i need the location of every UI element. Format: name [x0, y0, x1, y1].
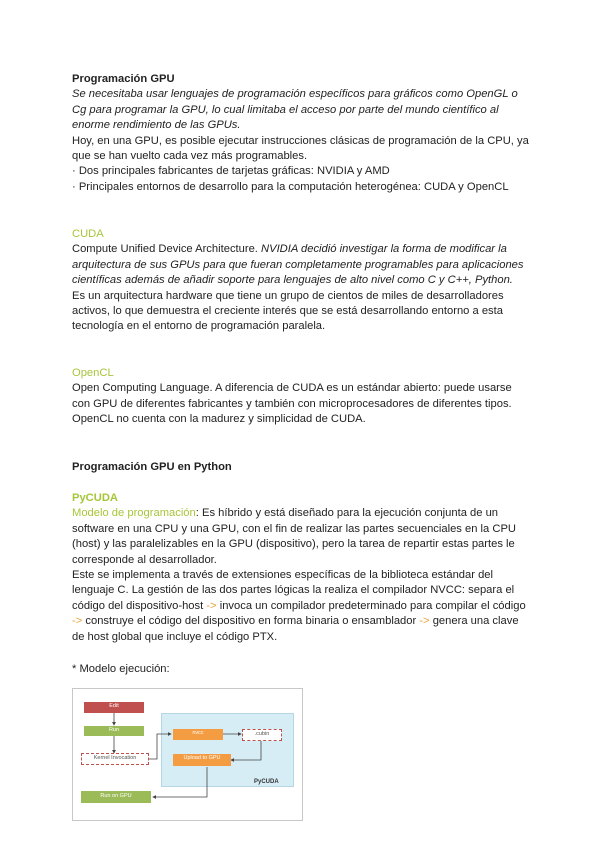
section-gpu-programming	[72, 72, 532, 195]
run-box: Run	[84, 726, 144, 736]
arrow-1: ->	[206, 599, 217, 612]
pycuda-diagram	[72, 688, 303, 821]
pycuda-title: PyCUDA	[72, 492, 119, 504]
upload-gpu-box: Upload to GPU	[173, 754, 231, 766]
bullet-environments: · Principales entornos de desarrollo para la computación heterogénea: CUDA y OpenCL	[72, 180, 509, 193]
edit-box: Edit	[84, 702, 144, 713]
nvcc-text-b: invoca un compilador predeterminado para compilar el código	[216, 599, 526, 612]
opencl-paragraph: Open Computing Language. A diferencia de CUDA es un estándar abierto: puede usarse con GPU de diferentes fabricantes y también con microprocesadores de diferentes tipos. OpenCL no cuenta con la madurez y simplicidad de CUDA.	[72, 382, 512, 426]
cuda-paragraph: Es un arquitectura hardware que tiene un grupo de cientos de miles de desarrolladores activos, lo que demuestra el creciente interés que se está desarrollando entorno a esta tecnología en el entorno de programación paralela.	[72, 289, 504, 333]
intro-paragraph: Hoy, en una GPU, es posible ejecutar instrucciones clásicas de programación de la CPU, ya que se han vuelto cada vez más programables.	[72, 134, 529, 163]
cuda-title: CUDA	[72, 228, 104, 240]
section-gpu-python	[72, 460, 532, 475]
modelo-text: : Es híbrido y está diseñado para la ejecución conjunta de un software en una CPU y una GPU, con el fin de realizar las partes secuenciales en la CPU (host) y las paralelizables en la GPU (dispositivo), pero la tarea de repartir estas partes le corresponde al desarrollador.	[72, 507, 516, 566]
section-cuda	[72, 227, 532, 335]
section-exec-model	[72, 662, 532, 677]
pycuda-model	[72, 506, 532, 568]
modelo-label: Modelo de programación	[72, 507, 196, 520]
nvcc-paragraph	[72, 568, 532, 645]
nvcc-text-c: construye el código del dispositivo en forma binaria o ensamblador	[82, 615, 420, 628]
nvcc-text-d: genera una clave de host global que incluye el código PTX.	[72, 615, 519, 643]
bullet-manufacturers: · Dos principales fabricantes de tarjetas gráficas: NVIDIA y AMD	[72, 165, 390, 178]
cuda-italic: NVIDIA decidió investigar la forma de modificar la arquitectura de sus GPUs para que fueran completamente programables para aplicaciones científicas además de añadir soporte para lenguajes de alto nivel como C y C++, Python.	[72, 243, 524, 287]
kernel-invocation-box: Kernel Invocation	[81, 753, 149, 765]
section-pycuda	[72, 491, 532, 645]
opencl-title: OpenCL	[72, 367, 114, 379]
arrow-3: ->	[419, 615, 430, 628]
heading-gpu-programming: Programación GPU	[72, 73, 175, 85]
section-opencl	[72, 366, 532, 428]
nvcc-box: nvcc	[173, 729, 223, 740]
pycuda-label: PyCUDA	[254, 779, 279, 785]
run-gpu-box: Run on GPU	[81, 791, 151, 803]
nvcc-text-a: Este se implementa a través de extensiones específicas de la biblioteca estándar del lenguaje C. La gestión de las dos partes lógicas la realiza el compilador NVCC: separa el código del dispositivo-host	[72, 569, 515, 612]
heading-gpu-python: Programación GPU en Python	[72, 461, 232, 473]
cuda-lead: Compute Unified Device Architecture.	[72, 243, 262, 256]
intro-italic: Se necesitaba usar lenguajes de programación específicos para gráficos como OpenGL o Cg para programar la GPU, lo cual limitaba el acceso por parte del mundo científico al enorme rendimiento de las GPUs.	[72, 88, 518, 132]
arrow-2: ->	[72, 615, 83, 628]
cuda-description	[72, 242, 532, 288]
exec-model-label: * Modelo ejecución:	[72, 663, 170, 675]
cubin-box: .cubin	[242, 729, 282, 741]
